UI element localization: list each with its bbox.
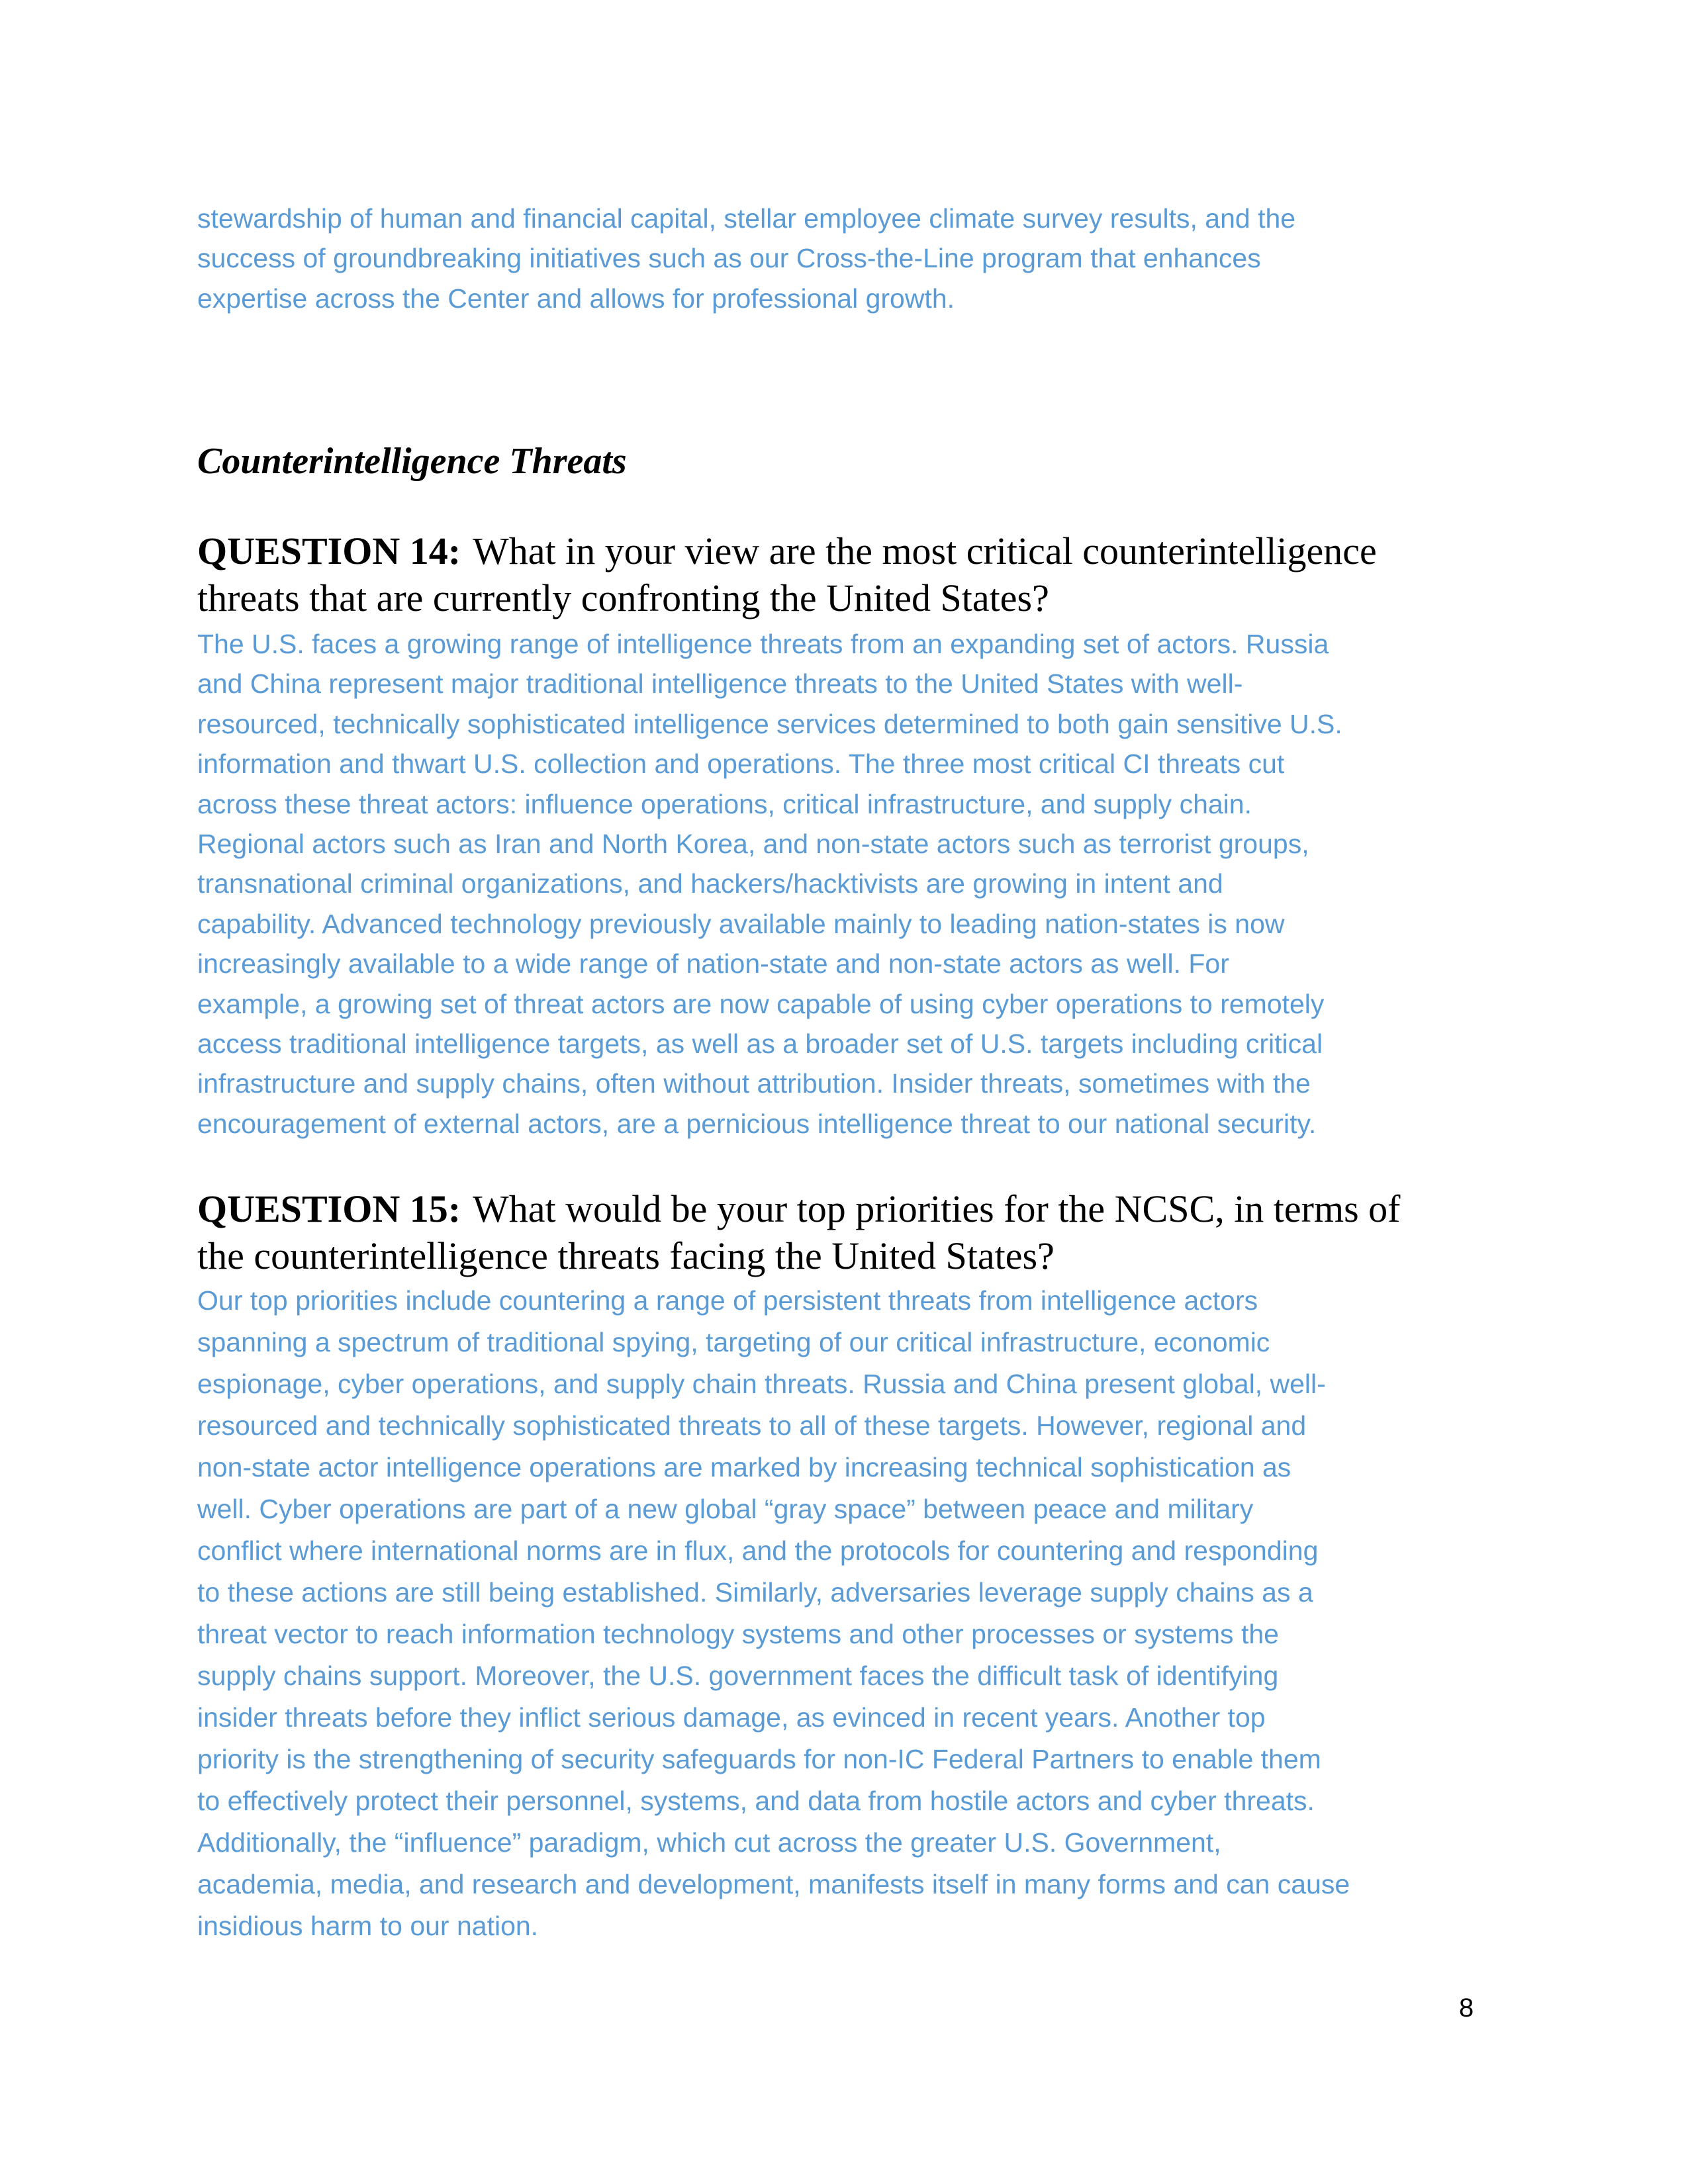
answer-line: insider threats before they inflict serious damage, as evinced in recent years. Another top bbox=[197, 1702, 1266, 1733]
answer-line: resourced and technically sophisticated threats to all of these targets. However, regional and bbox=[197, 1410, 1307, 1441]
answer-line: to these actions are still being established. Similarly, adversaries leverage supply chains as a bbox=[197, 1577, 1313, 1608]
section-heading: Counterintelligence Threats bbox=[197, 441, 627, 482]
answer-line: and China represent major traditional intelligence threats to the United States with well- bbox=[197, 668, 1243, 700]
answer-line: non-state actor intelligence operations are marked by increasing technical sophistication as bbox=[197, 1452, 1291, 1482]
answer-14 bbox=[197, 624, 1342, 1144]
answer-line: threat vector to reach information technology systems and other processes or systems the bbox=[197, 1619, 1279, 1649]
answer-line: Our top priorities include countering a range of persistent threats from intelligence actors bbox=[197, 1285, 1258, 1316]
answer-line: across these threat actors: influence operations, critical infrastructure, and supply chain. bbox=[197, 788, 1252, 819]
question-15 bbox=[197, 1185, 1400, 1279]
question-text: What would be your top priorities for the NCSC, in terms of bbox=[473, 1187, 1401, 1230]
answer-line: conflict where international norms are in flux, and the protocols for countering and responding bbox=[197, 1535, 1319, 1566]
answer-line: spanning a spectrum of traditional spying, targeting of our critical infrastructure, economic bbox=[197, 1327, 1270, 1357]
question-text: What in your view are the most critical counterintelligence bbox=[473, 529, 1377, 572]
text-line: expertise across the Center and allows for professional growth. bbox=[197, 283, 955, 314]
answer-line: espionage, cyber operations, and supply chain threats. Russia and China present global, well- bbox=[197, 1369, 1326, 1399]
answer-line: academia, media, and research and development, manifests itself in many forms and can cause bbox=[197, 1869, 1350, 1899]
answer-line: resourced, technically sophisticated intelligence services determined to both gain sensitive U.S. bbox=[197, 708, 1342, 739]
answer-line: Regional actors such as Iran and North Korea, and non-state actors such as terrorist groups, bbox=[197, 828, 1309, 859]
answer-line: to effectively protect their personnel, systems, and data from hostile actors and cyber threats. bbox=[197, 1786, 1315, 1816]
question-label: QUESTION 15: bbox=[197, 1187, 461, 1230]
question-text: the counterintelligence threats facing the United States? bbox=[197, 1234, 1055, 1277]
text-line: stewardship of human and financial capital, stellar employee climate survey results, and the bbox=[197, 203, 1296, 234]
answer-15 bbox=[197, 1280, 1350, 1947]
answer-line: priority is the strengthening of security safeguards for non-IC Federal Partners to enable them bbox=[197, 1744, 1321, 1774]
answer-line: supply chains support. Moreover, the U.S. government faces the difficult task of identifying bbox=[197, 1661, 1279, 1691]
page-number: 8 bbox=[1459, 1993, 1474, 2023]
answer-line: example, a growing set of threat actors are now capable of using cyber operations to remotely bbox=[197, 988, 1325, 1019]
question-14 bbox=[197, 527, 1377, 621]
question-label: QUESTION 14: bbox=[197, 529, 461, 572]
answer-line: information and thwart U.S. collection and operations. The three most critical CI threats cut bbox=[197, 749, 1285, 780]
answer-line: well. Cyber operations are part of a new global “gray space” between peace and military bbox=[197, 1494, 1254, 1524]
answer-line: insidious harm to our nation. bbox=[197, 1911, 539, 1941]
intro-paragraph bbox=[197, 199, 1295, 318]
answer-line: transnational criminal organizations, and hackers/hacktivists are growing in intent and bbox=[197, 868, 1223, 899]
answer-line: Additionally, the “influence” paradigm, which cut across the greater U.S. Government, bbox=[197, 1827, 1221, 1858]
answer-line: infrastructure and supply chains, often without attribution. Insider threats, sometimes with the bbox=[197, 1068, 1311, 1099]
answer-line: access traditional intelligence targets, as well as a broader set of U.S. targets including critical bbox=[197, 1028, 1323, 1059]
text-line: success of groundbreaking initiatives such as our Cross-the-Line program that enhances bbox=[197, 243, 1261, 274]
answer-line: increasingly available to a wide range of nation-state and non-state actors as well. For bbox=[197, 948, 1229, 979]
answer-line: capability. Advanced technology previously available mainly to leading nation-states is now bbox=[197, 908, 1285, 939]
answer-line: The U.S. faces a growing range of intelligence threats from an expanding set of actors. Russia bbox=[197, 629, 1329, 659]
answer-line: encouragement of external actors, are a pernicious intelligence threat to our national security. bbox=[197, 1108, 1317, 1139]
question-text: threats that are currently confronting the United States? bbox=[197, 576, 1049, 619]
